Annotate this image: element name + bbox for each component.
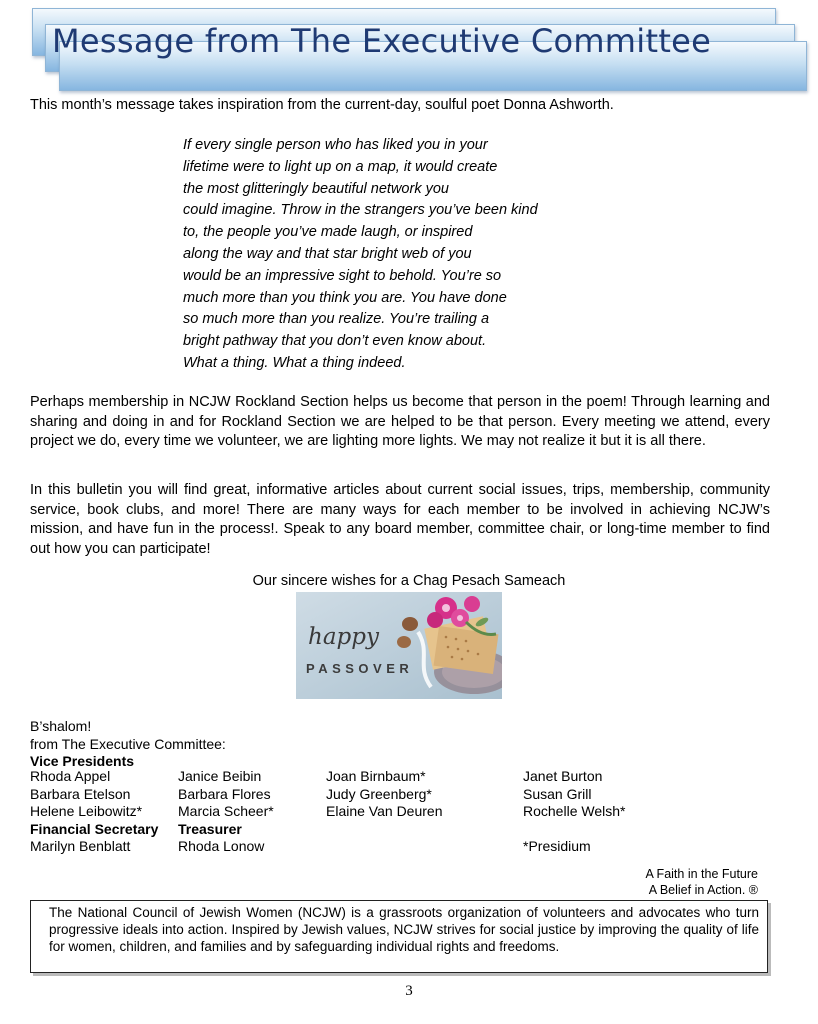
financial-secretary-name: Marilyn Benblatt — [30, 838, 131, 855]
poem-line: would be an impressive sight to behold. You’re so — [183, 267, 502, 284]
poem — [183, 135, 538, 375]
presidium-note: *Presidium — [523, 838, 591, 855]
committee-column-4 — [523, 768, 625, 856]
intro-text: This month’s message takes inspiration from the current-day, soulful poet Donna Ashworth. — [30, 97, 614, 113]
treasurer-heading: Treasurer — [178, 820, 242, 837]
committee-member: Barbara Etelson — [30, 785, 131, 802]
committee-column-1 — [30, 768, 158, 856]
poem-line: could imagine. Throw in the strangers you’ve been kind — [183, 202, 538, 219]
passover-wishes: Our sincere wishes for a Chag Pesach Sameach — [252, 573, 566, 589]
treasurer-name: Rhoda Lonow — [178, 838, 265, 855]
committee-member: Elaine Van Deuren — [326, 803, 443, 820]
poem-line: the most glitteringly beautiful network you — [183, 180, 449, 197]
committee-member: Joan Birnbaum* — [326, 768, 426, 784]
committee-member: Susan Grill — [523, 785, 592, 802]
poem-line: to, the people you’ve made laugh, or inspired — [183, 224, 473, 241]
paragraph-membership: Perhaps membership in NCJW Rockland Section helps us become that person in the poem! Through learning and sharing and doing in and for Rockland Section we are helped to be that person. Every meeting we attend, every project we do, every time we volunteer, we are lighting more lights. We may not realize it but it is all there. — [30, 394, 770, 449]
greeting: B’shalom! — [30, 718, 92, 734]
mission-statement-box: The National Council of Jewish Women (NCJW) is a grassroots organization of volunteers and advocates who turn progressive ideals into action. Inspired by Jewish values, NCJW strives for social justice by improving the quality of life for women, children, and families and by safeguarding individual rights and freedoms. — [30, 900, 768, 973]
happy-script-text: happy — [308, 624, 379, 650]
committee-member: Barbara Flores — [178, 785, 271, 802]
poem-line: bright pathway that you don’t even know about. — [183, 333, 487, 350]
happy-passover-image — [296, 592, 502, 699]
ncjw-tagline — [645, 866, 758, 898]
poem-line: so much more than you realize. You’re trailing a — [183, 311, 490, 328]
committee-member: Janet Burton — [523, 768, 603, 784]
paragraph-bulletin: In this bulletin you will find great, informative articles about current social issues, trips, membership, community service, book clubs, and more! There are many ways for each member to be involved in achieving NCJW’s mission, and have fun in the process!. Speak to any board member, committee chair, or long-time member to find out how you can participate! — [30, 482, 770, 557]
page-number: 3 — [405, 983, 413, 999]
poem-line: What a thing. What a thing indeed. — [183, 354, 406, 371]
vice-presidents-heading: Vice Presidents — [30, 753, 135, 770]
poem-line: much more than you think you are. You have done — [183, 289, 507, 306]
signature-block — [30, 718, 226, 771]
committee-member: Rhoda Appel — [30, 768, 111, 784]
committee-column-3 — [326, 768, 442, 821]
header-banner — [32, 8, 807, 92]
poem-line: along the way and that star bright web of you — [183, 245, 472, 262]
committee-member: Rochelle Welsh* — [523, 803, 626, 820]
committee-member: Judy Greenberg* — [326, 785, 432, 802]
page-title: Message from The Executive Committee — [52, 22, 712, 60]
poem-line: If every single person who has liked you in your — [183, 137, 488, 153]
tagline-line: A Faith in the Future — [645, 867, 758, 881]
committee-column-2 — [178, 768, 274, 856]
poem-line: lifetime were to light up on a map, it would create — [183, 158, 498, 175]
from-line: from The Executive Committee: — [30, 735, 226, 752]
committee-member: Janice Beibin — [178, 768, 262, 784]
committee-member: Marcia Scheer* — [178, 803, 274, 820]
committee-member: Helene Leibowitz* — [30, 803, 143, 820]
passover-caps-text: PASSOVER — [306, 661, 414, 676]
tagline-line: A Belief in Action. ® — [648, 883, 758, 897]
financial-secretary-heading: Financial Secretary — [30, 820, 159, 837]
